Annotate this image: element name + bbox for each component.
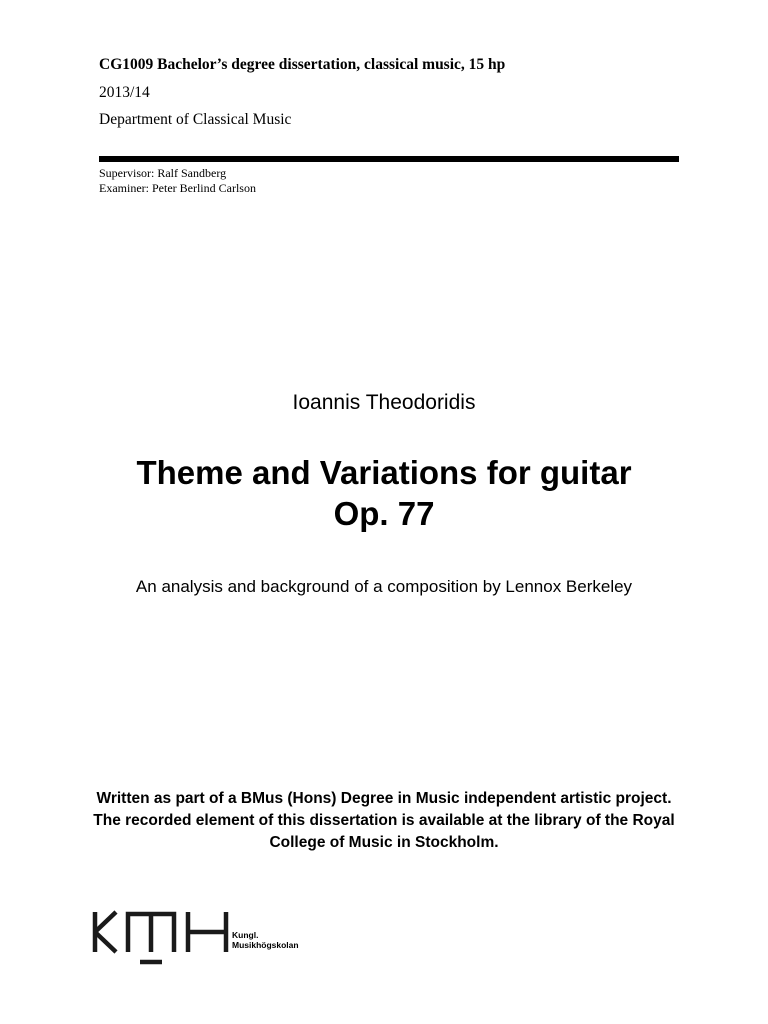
author-name: Ioannis Theodoridis — [292, 391, 476, 414]
horizontal-rule — [99, 156, 679, 162]
department: Department of Classical Music — [99, 111, 292, 128]
examiner-line: Examiner: Peter Berlind Carlson — [99, 181, 256, 195]
document-title — [0, 452, 768, 534]
course-line: CG1009 Bachelor’s degree dissertation, classical music, 15 hp — [99, 56, 506, 73]
academic-year: 2013/14 — [99, 84, 150, 101]
logo-line-1: Kungl. — [232, 930, 259, 940]
logo-wordmark — [232, 930, 299, 950]
document-subtitle: An analysis and background of a composition by Lennox Berkeley — [135, 577, 633, 596]
title-line-1: Theme and Variations for guitar — [136, 454, 632, 491]
logo-line-2: Musikhögskolan — [232, 940, 299, 950]
project-note: Written as part of a BMus (Hons) Degree in Music independent artistic project. The recorded element of this dissertation is available at the library of the Royal College of Music in Stockholm. — [93, 790, 675, 851]
title-line-2: Op. 77 — [333, 495, 435, 532]
supervisor-line: Supervisor: Ralf Sandberg — [99, 166, 227, 180]
